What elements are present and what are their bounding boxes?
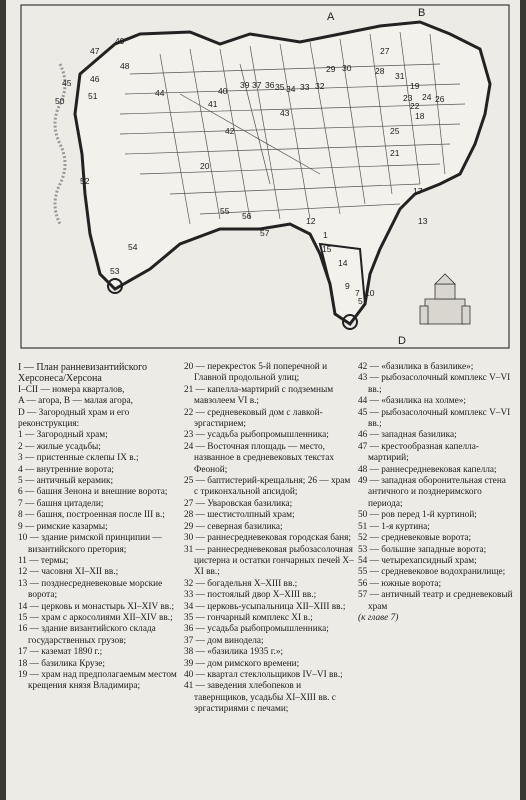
map-num-1: 1 [323, 230, 328, 240]
legend-item: 4 — внутренние ворота; [18, 464, 114, 475]
legend-item: 54 — четырехапсидный храм; [358, 555, 477, 566]
map-letter-b: B [418, 7, 426, 19]
map-drawing [20, 4, 510, 352]
legend-item: 1 — Загородный храм; [18, 430, 108, 441]
map-num-5: 5 [358, 296, 363, 306]
legend-item: 43 — рыбозасолочный комплекс V–VI вв.; [358, 373, 511, 395]
map-num-13: 13 [418, 216, 428, 226]
map-num-47: 47 [90, 46, 100, 56]
map-num-54: 54 [128, 242, 138, 252]
map-num-48: 48 [120, 61, 130, 71]
legend-item: 13 — позднесредневековые морские ворота; [18, 578, 163, 601]
legend-item: 10 — здание римской принципии — византийского претория; [18, 533, 162, 555]
map-num-41: 41 [208, 99, 218, 109]
legend-item: 50 — ров перед 1-й куртиной; [358, 510, 477, 521]
legend-item: 20 — перекресток 5-й поперечной и Главной продольной улиц; [184, 362, 328, 384]
map-num-49: 49 [115, 36, 125, 46]
legend-item: 32 — богадельня X–XIII вв.; [184, 578, 298, 589]
map-letter-a: A [327, 11, 335, 23]
map-num-53: 53 [110, 266, 120, 276]
legend-item: 28 — шестистолпный храм; [184, 510, 295, 521]
map-num-37: 37 [252, 80, 262, 90]
legend-item: 53 — большие западные ворота; [358, 544, 487, 555]
map-num-28: 28 [375, 66, 385, 76]
shoreline [55, 64, 65, 224]
map-num-36: 36 [265, 80, 275, 90]
legend-item: 9 — римские казармы; [18, 521, 108, 532]
map-num-51: 51 [88, 91, 98, 101]
map-num-27: 27 [380, 46, 390, 56]
legend-item: 52 — средневековые ворота; [358, 533, 472, 544]
map-num-18: 18 [415, 111, 425, 121]
map-num-25: 25 [390, 126, 400, 136]
map-num-55: 55 [220, 206, 230, 216]
legend-item: 37 — дом винодела; [184, 635, 264, 646]
map-num-24: 24 [422, 92, 432, 102]
map-num-23: 23 [403, 93, 413, 103]
legend-line: A — агора, B — малая агора, [18, 396, 133, 407]
map-num-14: 14 [338, 258, 348, 268]
legend-item: 36 — усадьба рыбопромышленника; [184, 624, 329, 635]
chapter-note: (к главе 7) [358, 612, 399, 623]
legend-item: 15 — храм с аркосолиями XII–XIV вв.; [18, 612, 173, 623]
legend-item: 51 — 1-я куртина; [358, 521, 430, 532]
map-num-21: 21 [390, 148, 400, 158]
book-page [6, 0, 520, 800]
legend-item: 5 — античный керамик; [18, 476, 114, 487]
legend-item: 34 — церковь-усыпальница XII–XIII вв.; [184, 601, 346, 612]
map-num-19: 19 [410, 81, 420, 91]
legend-item: 33 — постоялый двор X–XIII вв.; [184, 590, 317, 601]
legend-item: 2 — жилые усадьбы; [18, 441, 101, 452]
map-letter-d: D [398, 335, 406, 347]
legend-item: 38 — «базилика 1935 г.»; [184, 647, 284, 658]
legend-item: 7 — башня цитадели; [18, 498, 104, 509]
legend-item: 6 — башня Зенона и внешние ворота; [18, 487, 168, 498]
map-num-9: 9 [345, 281, 350, 291]
legend-item: 46 — западная базилика; [358, 430, 457, 441]
map-num-31: 31 [395, 71, 405, 81]
map-num-15: 15 [322, 244, 332, 254]
legend-item: 39 — дом римского времени; [184, 658, 300, 669]
legend-item: 41 — заведения хлебопеков и тавернщиков, усадьбы XI–XIII вв. с эргастириями с печами; [184, 681, 336, 715]
legend-item: 21 — капелла-мартирий с подземным мавзолеем VI в.; [184, 384, 334, 407]
legend-column-1 [18, 362, 178, 693]
legend-item: 14 — церковь и монастырь XI–XIV вв.; [18, 601, 175, 612]
map-num-34: 34 [286, 84, 296, 94]
map-num-30: 30 [342, 63, 352, 73]
legend-item: 42 — «базилика в базилике»; [358, 362, 474, 372]
legend-item: 8 — башня, построенная после III в.; [18, 510, 165, 521]
legend-line: D — Загородный храм и его реконструкция: [18, 407, 130, 430]
city-wall [75, 22, 490, 324]
map-num-44: 44 [155, 88, 165, 98]
legend-item: 56 — южные ворота; [358, 578, 442, 589]
legend-title: I — План ранневизантийского Херсонеса/Херсона [18, 362, 147, 385]
map-num-33: 33 [300, 82, 310, 92]
legend-item: 25 — баптистерий-крещальня; 26 — храм с триконхальной апсидой; [184, 476, 351, 498]
map-num-46: 46 [90, 74, 100, 84]
legend-item: 24 — Восточная площадь — место, названное в средневековых текстах Феоной; [184, 441, 334, 475]
map-num-22: 22 [410, 101, 420, 111]
map-num-52: 52 [80, 176, 90, 186]
map-num-42: 42 [225, 126, 235, 136]
map-num-20: 20 [200, 161, 210, 171]
legend-item: 49 — западная оборонительная стена античного и позднеримского периода; [358, 476, 506, 509]
map-num-29: 29 [326, 64, 336, 74]
map-num-45: 45 [62, 78, 72, 88]
map-num-57: 57 [260, 228, 270, 238]
legend-item: 18 — базилика Крузе; [18, 658, 105, 669]
legend-item: 3 — пристенные склепы IX в.; [18, 453, 139, 464]
map-num-26: 26 [435, 94, 445, 104]
legend-line: I–CII — номера кварталов, [18, 384, 125, 395]
map-num-40: 40 [218, 86, 228, 96]
map-num-17: 17 [413, 186, 423, 196]
legend-item: 35 — гончарный комплекс XI в.; [184, 612, 313, 623]
legend-column-2 [184, 362, 354, 716]
legend-item: 47 — крестообразная капелла-мартирий; [358, 441, 479, 464]
map-num-10: 10 [365, 288, 375, 298]
legend-item: 12 — часовня XI–XII вв.; [18, 567, 119, 578]
legend-item: 48 — раннесредневековая капелла; [358, 464, 497, 475]
legend-column-3 [358, 362, 516, 624]
legend-item: 17 — каземат 1890 г.; [18, 647, 103, 658]
legend-item: 55 — средневековое водохранилище; [358, 567, 506, 578]
legend-item: 30 — раннесредневековая городская баня; [184, 533, 351, 544]
map-num-56: 56 [242, 211, 252, 221]
map-num-7: 7 [355, 288, 360, 298]
legend-item: 27 — Уваровская базилика; [184, 498, 293, 509]
map-num-35: 35 [275, 82, 285, 92]
legend-item: 44 — «базилика на холме»; [358, 396, 466, 407]
legend-item: 23 — усадьба рыбопромышленника; [184, 430, 329, 441]
city-plan-map [20, 4, 510, 352]
map-num-39: 39 [240, 80, 250, 90]
legend-item: 22 — средневековый дом с лавкой-эргастирием; [184, 407, 323, 430]
legend-item: 31 — раннесредневековая рыбозасолочная цистерна и остатки гончарных печей X–XI вв.; [184, 544, 354, 578]
legend-item: 29 — северная базилика; [184, 521, 283, 532]
legend-item: 40 — квартал стеклольщиков IV–VI вв.; [184, 669, 343, 680]
legend-item: 19 — храм над предполагаемым местом крещения князя Владимира; [18, 669, 177, 692]
map-num-50: 50 [55, 96, 65, 106]
legend [18, 362, 514, 794]
map-num-12: 12 [306, 216, 316, 226]
legend-item: 11 — термы; [18, 555, 69, 566]
legend-item: 45 — рыбозасолочный комплекс V–VI вв.; [358, 407, 511, 430]
map-num-43: 43 [280, 108, 290, 118]
legend-item: 16 — здание византийского склада государственных грузов; [18, 624, 156, 646]
church-reconstruction [420, 274, 470, 324]
legend-item: 57 — античный театр и средневековый храм [358, 590, 513, 612]
map-num-32: 32 [315, 81, 325, 91]
